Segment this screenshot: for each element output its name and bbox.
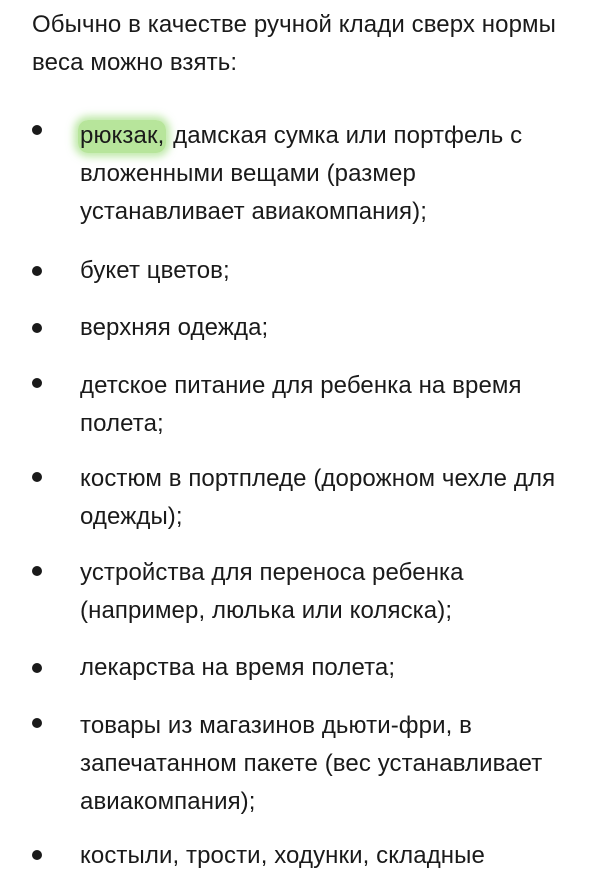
bullet-icon	[32, 125, 42, 135]
highlighted-word: рюкзак,	[78, 120, 166, 153]
list-item-text: устройства для переноса ребенка (например, люлька или коляска);	[80, 559, 464, 624]
intro-paragraph: Обычно в качестве ручной клади сверх нормы веса можно взять:	[32, 11, 556, 76]
bullet-icon	[32, 663, 42, 673]
list-item-text: товары из магазинов дьюти-фри, в запечатанном пакете (вес устанавливает авиакомпания);	[80, 712, 543, 815]
list-item-text: лекарства на время полета;	[80, 654, 396, 681]
bullet-icon	[32, 472, 42, 482]
list-item-text	[80, 117, 580, 231]
bullet-icon	[32, 323, 42, 333]
list-item-text: букет цветов;	[80, 257, 230, 284]
list-item-text: верхняя одежда;	[80, 314, 269, 341]
bullet-icon	[32, 566, 42, 576]
bullet-icon	[32, 850, 42, 860]
list-item-rest: дамская сумка или портфель с вложенными вещами (размер устанавливает авиакомпания);	[80, 122, 523, 225]
list-item-text: детское питание для ребенка на время полета;	[80, 372, 522, 437]
bullet-icon	[32, 718, 42, 728]
list-item-text: костюм в портпледе (дорожном чехле для одежды);	[80, 465, 556, 530]
bullet-icon	[32, 378, 42, 388]
list-item-text: костыли, трости, ходунки, складные	[80, 842, 485, 869]
article-body	[32, 6, 580, 869]
bullet-icon	[32, 266, 42, 276]
